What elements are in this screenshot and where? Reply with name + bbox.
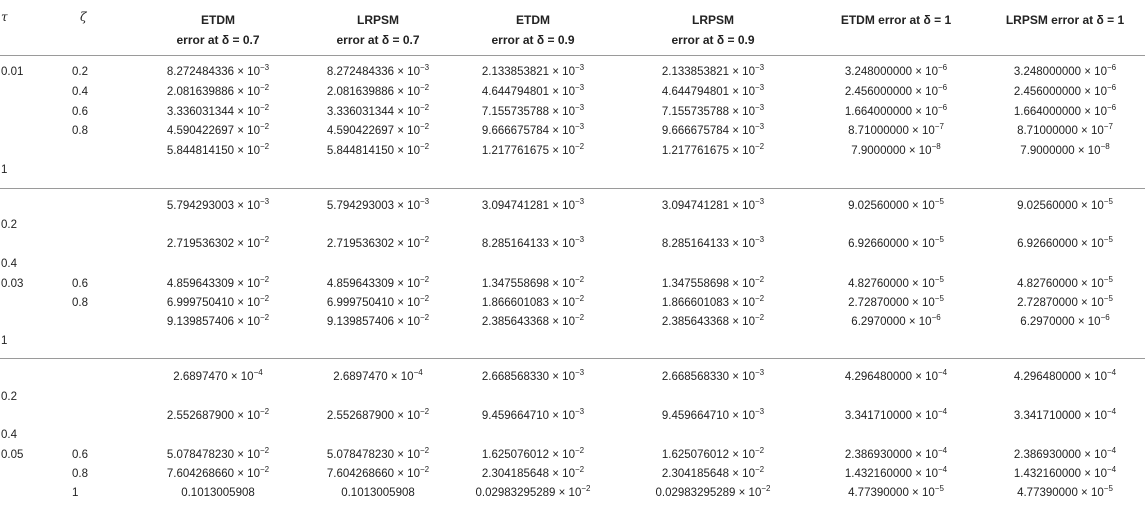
column-header-subtitle: error at δ = 0.7 (176, 33, 260, 47)
error-value-cell: $9.139857406 \times 10^{-2}$ (166, 313, 270, 328)
error-value-cell: $2.456000000 \times 10^{-6}$ (1013, 83, 1117, 98)
error-value-cell: $3.341710000 \times 10^{-4}$ (844, 407, 948, 422)
error-value-cell: $3.094741281 \times 10^{-3}$ (661, 197, 765, 212)
error-value-cell: $8.285164133 \times 10^{-3}$ (481, 235, 585, 250)
zeta-cell: 0.8 (72, 125, 88, 137)
error-value-cell: $6.92660000 \times 10^{-5}$ (1017, 235, 1113, 250)
zeta-cell: 0.2 (72, 66, 88, 78)
tau-cell: 1 (1, 164, 8, 176)
error-value-cell: $1.664000000 \times 10^{-6}$ (844, 103, 948, 118)
tau-cell: 0.01 (1, 66, 24, 78)
tau-cell: 0.4 (1, 258, 17, 270)
table-row (0, 367, 1145, 387)
group-divider-1 (0, 188, 1145, 189)
error-value-cell: $7.604268660 \times 10^{-2}$ (326, 465, 430, 480)
zeta-cell: 0.8 (72, 297, 88, 309)
error-value-cell: $1.347558698 \times 10^{-2}$ (481, 275, 585, 290)
error-value-cell: $2.72870000 \times 10^{-5}$ (1017, 294, 1113, 309)
error-value-cell: $6.2970000 \times 10^{-6}$ (1020, 313, 1110, 328)
error-value-cell: $4.296480000 \times 10^{-4}$ (1013, 368, 1117, 383)
error-value-cell: $4.590422697 \times 10^{-2}$ (166, 122, 270, 137)
error-value-cell: $4.590422697 \times 10^{-2}$ (326, 122, 430, 137)
column-header-title: ETDM error at δ = 1 (840, 13, 952, 27)
error-value-cell: $9.139857406 \times 10^{-2}$ (326, 313, 430, 328)
tau-cell: 0.05 (1, 449, 24, 461)
error-value-cell: $3.336031344 \times 10^{-2}$ (326, 103, 430, 118)
error-value-cell: $3.336031344 \times 10^{-2}$ (166, 103, 270, 118)
error-value-cell: $6.999750410 \times 10^{-2}$ (326, 294, 430, 309)
error-value-cell: $2.304185648 \times 10^{-2}$ (661, 465, 765, 480)
error-value-cell: $4.77390000 \times 10^{-5}$ (848, 484, 944, 499)
table-row (0, 141, 1145, 161)
error-value-cell: $2.133853821 \times 10^{-3}$ (481, 63, 585, 78)
error-value-cell: $2.552687900 \times 10^{-2}$ (166, 407, 270, 422)
error-value-cell: $7.9000000 \times 10^{-8}$ (851, 142, 941, 157)
error-value-cell: $9.02560000 \times 10^{-5}$ (1017, 197, 1113, 212)
error-value-cell: $6.92660000 \times 10^{-5}$ (848, 235, 944, 250)
error-value-cell: $4.644794801 \times 10^{-3}$ (661, 83, 765, 98)
error-value-cell: 0.1013005908 (181, 487, 255, 499)
error-value-cell: $5.844814150 \times 10^{-2}$ (166, 142, 270, 157)
error-value-cell: $0.02983295289 \times 10^{-2}$ (475, 484, 591, 499)
error-value-cell: $2.304185648 \times 10^{-2}$ (481, 465, 585, 480)
tau-cell: 0.2 (1, 391, 17, 403)
header-tau: τ (1, 10, 8, 24)
table-header (0, 0, 1145, 54)
error-value-cell: $9.02560000 \times 10^{-5}$ (848, 197, 944, 212)
error-value-cell: $1.347558698 \times 10^{-2}$ (661, 275, 765, 290)
column-header-title: LRPSM (692, 13, 734, 27)
error-value-cell: $2.719536302 \times 10^{-2}$ (326, 235, 430, 250)
error-value-cell: $3.248000000 \times 10^{-6}$ (844, 63, 948, 78)
error-value-cell: $2.6897470 \times 10^{-4}$ (333, 368, 423, 383)
error-value-cell: $9.459664710 \times 10^{-3}$ (481, 407, 585, 422)
table-row (0, 406, 1145, 426)
table-row (0, 483, 1145, 503)
column-header-subtitle: error at δ = 0.9 (491, 33, 575, 47)
column-header-3 (438, 10, 628, 50)
table-row (0, 387, 1145, 407)
error-value-cell: $9.666675784 \times 10^{-3}$ (661, 122, 765, 137)
error-value-cell: $1.866601083 \times 10^{-2}$ (481, 294, 585, 309)
zeta-cell: 0.6 (72, 278, 88, 290)
table-row (0, 121, 1145, 141)
table-row (0, 425, 1145, 445)
error-value-cell: $7.155735788 \times 10^{-3}$ (661, 103, 765, 118)
error-value-cell: $4.82760000 \times 10^{-5}$ (1017, 275, 1113, 290)
table-row (0, 312, 1145, 332)
tau-cell: 0.4 (1, 429, 17, 441)
error-value-cell: $3.248000000 \times 10^{-6}$ (1013, 63, 1117, 78)
column-header-title: ETDM (516, 13, 550, 27)
error-value-cell: $2.385643368 \times 10^{-2}$ (661, 313, 765, 328)
error-value-cell: $8.272484336 \times 10^{-3}$ (166, 63, 270, 78)
error-value-cell: $2.081639886 \times 10^{-2}$ (326, 83, 430, 98)
tau-cell: 0.2 (1, 219, 17, 231)
column-header-title: LRPSM error at δ = 1 (1005, 13, 1125, 27)
error-value-cell: $2.552687900 \times 10^{-2}$ (326, 407, 430, 422)
error-value-cell: $2.385643368 \times 10^{-2}$ (481, 313, 585, 328)
zeta-cell: 0.4 (72, 86, 88, 98)
error-value-cell: $8.71000000 \times 10^{-7}$ (1017, 122, 1113, 137)
error-value-cell: $8.272484336 \times 10^{-3}$ (326, 63, 430, 78)
table-row (0, 464, 1145, 484)
column-header-title: ETDM (201, 13, 235, 27)
error-value-cell: $1.432160000 \times 10^{-4}$ (1013, 465, 1117, 480)
error-value-cell: $3.341710000 \times 10^{-4}$ (1013, 407, 1117, 422)
error-value-cell: $5.078478230 \times 10^{-2}$ (326, 446, 430, 461)
error-value-cell: $2.668568330 \times 10^{-3}$ (481, 368, 585, 383)
error-value-cell: $7.604268660 \times 10^{-2}$ (166, 465, 270, 480)
column-header-2 (298, 10, 458, 50)
error-value-cell: $5.078478230 \times 10^{-2}$ (166, 446, 270, 461)
column-header-4 (618, 10, 808, 50)
group-divider-2 (0, 358, 1145, 359)
zeta-cell: 0.8 (72, 468, 88, 480)
error-value-cell: $4.859643309 \times 10^{-2}$ (326, 275, 430, 290)
header-rule (0, 55, 1145, 56)
table-row (0, 293, 1145, 313)
table-row (0, 82, 1145, 102)
zeta-cell: 0.6 (72, 106, 88, 118)
error-value-cell: $4.859643309 \times 10^{-2}$ (166, 275, 270, 290)
error-value-cell: $2.386930000 \times 10^{-4}$ (1013, 446, 1117, 461)
error-value-cell: $2.719536302 \times 10^{-2}$ (166, 235, 270, 250)
table-row (0, 102, 1145, 122)
error-value-cell: $3.094741281 \times 10^{-3}$ (481, 197, 585, 212)
error-value-cell: $2.081639886 \times 10^{-2}$ (166, 83, 270, 98)
zeta-cell: 1 (72, 487, 79, 499)
column-header-title: LRPSM (357, 13, 399, 27)
error-value-cell: $6.999750410 \times 10^{-2}$ (166, 294, 270, 309)
error-value-cell: $9.666675784 \times 10^{-3}$ (481, 122, 585, 137)
error-value-cell: $7.9000000 \times 10^{-8}$ (1020, 142, 1110, 157)
error-value-cell: $5.794293003 \times 10^{-3}$ (326, 197, 430, 212)
error-value-cell: $6.2970000 \times 10^{-6}$ (851, 313, 941, 328)
table-row (0, 62, 1145, 82)
column-header-6 (965, 10, 1145, 30)
error-value-cell: $5.844814150 \times 10^{-2}$ (326, 142, 430, 157)
error-value-cell: $7.155735788 \times 10^{-3}$ (481, 103, 585, 118)
error-value-cell: $1.664000000 \times 10^{-6}$ (1013, 103, 1117, 118)
error-value-cell: $4.77390000 \times 10^{-5}$ (1017, 484, 1113, 499)
table-row (0, 274, 1145, 294)
error-value-cell: $1.866601083 \times 10^{-2}$ (661, 294, 765, 309)
table-row (0, 331, 1145, 351)
zeta-cell: 0.6 (72, 449, 88, 461)
table-row (0, 215, 1145, 235)
column-header-1 (118, 10, 318, 50)
error-value-cell: $1.217761675 \times 10^{-2}$ (661, 142, 765, 157)
error-value-cell: $1.625076012 \times 10^{-2}$ (481, 446, 585, 461)
table-row (0, 234, 1145, 254)
error-value-cell: $8.285164133 \times 10^{-3}$ (661, 235, 765, 250)
table-row (0, 445, 1145, 465)
error-value-cell: $1.217761675 \times 10^{-2}$ (481, 142, 585, 157)
table-row (0, 254, 1145, 274)
error-value-cell: $2.72870000 \times 10^{-5}$ (848, 294, 944, 309)
error-value-cell: $4.296480000 \times 10^{-4}$ (844, 368, 948, 383)
error-value-cell: $1.432160000 \times 10^{-4}$ (844, 465, 948, 480)
column-header-subtitle: error at δ = 0.7 (336, 33, 420, 47)
error-value-cell: $2.133853821 \times 10^{-3}$ (661, 63, 765, 78)
header-zeta: ζ (80, 10, 87, 24)
table-row (0, 196, 1145, 216)
error-value-cell: $5.794293003 \times 10^{-3}$ (166, 197, 270, 212)
error-value-cell: $1.625076012 \times 10^{-2}$ (661, 446, 765, 461)
error-value-cell: $2.386930000 \times 10^{-4}$ (844, 446, 948, 461)
error-value-cell: $4.82760000 \times 10^{-5}$ (848, 275, 944, 290)
error-value-cell: $9.459664710 \times 10^{-3}$ (661, 407, 765, 422)
error-value-cell: $2.6897470 \times 10^{-4}$ (173, 368, 263, 383)
error-value-cell: $8.71000000 \times 10^{-7}$ (848, 122, 944, 137)
error-value-cell: 0.1013005908 (341, 487, 415, 499)
error-value-cell: $0.02983295289 \times 10^{-2}$ (655, 484, 771, 499)
tau-cell: 0.03 (1, 278, 24, 290)
table-row (0, 160, 1145, 180)
tau-cell: 1 (1, 335, 8, 347)
error-value-cell: $2.456000000 \times 10^{-6}$ (844, 83, 948, 98)
error-value-cell: $2.668568330 \times 10^{-3}$ (661, 368, 765, 383)
column-header-subtitle: error at δ = 0.9 (671, 33, 755, 47)
error-value-cell: $4.644794801 \times 10^{-3}$ (481, 83, 585, 98)
